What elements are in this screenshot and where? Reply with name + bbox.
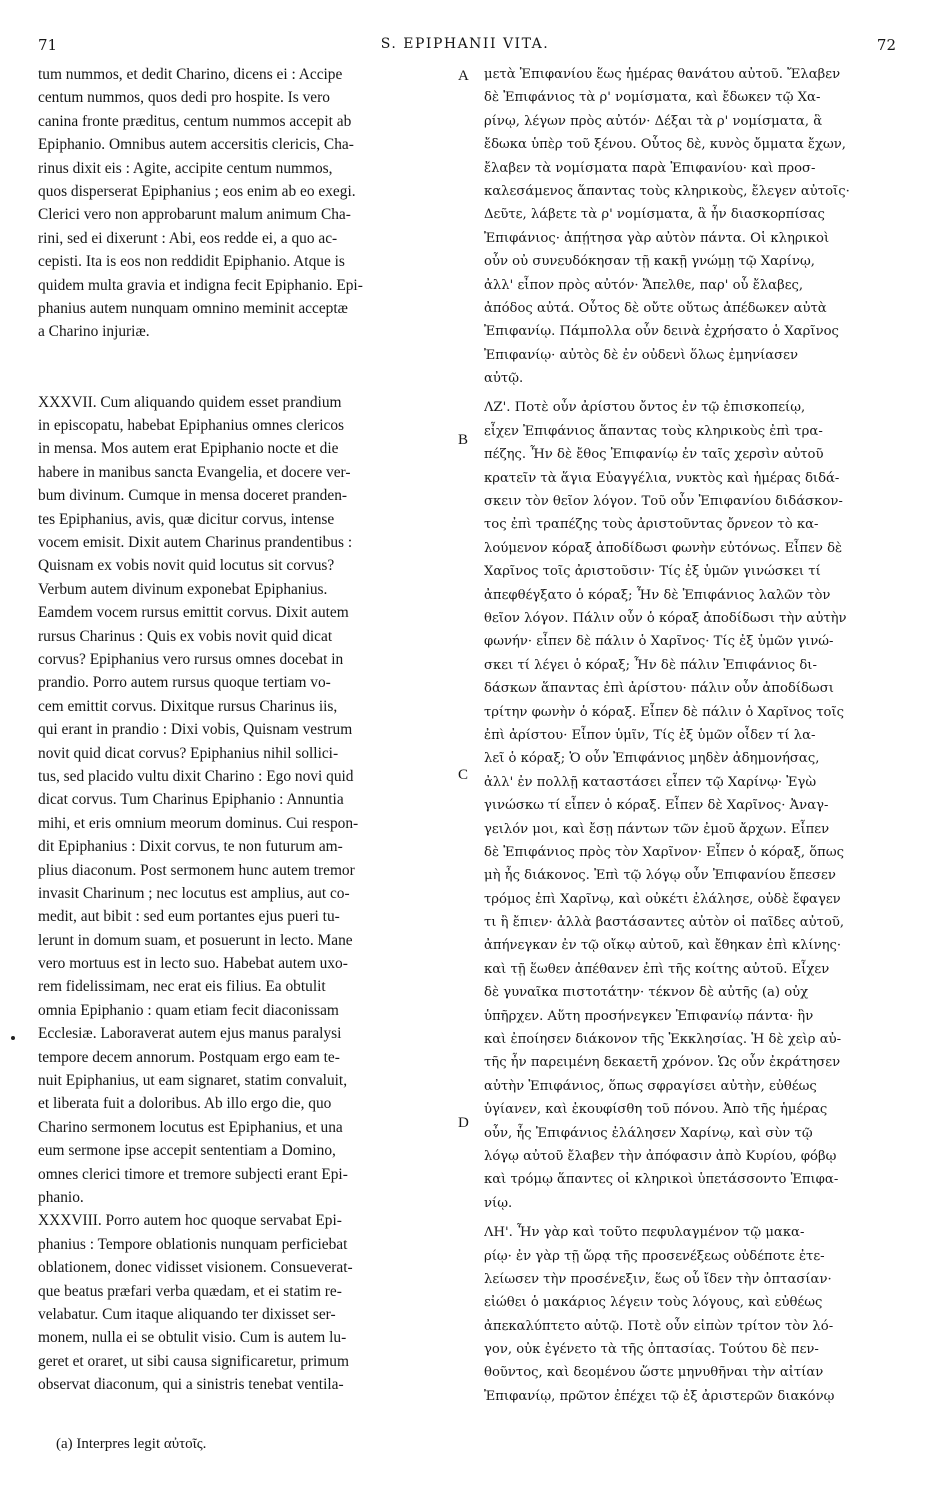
text-line: vero mortuus est in lecto suo. Habebat autem uxo-	[38, 955, 348, 973]
latin-column	[38, 63, 456, 1396]
text-line: καλεσάμενος ἅπαντας τοὺς κληρικοὺς, ἔλεγεν αὐτοῖς·	[484, 183, 850, 199]
text-line: rini, sed ei dixerunt : Abi, eos redde ei, a quo ac-	[38, 229, 338, 247]
page-header	[0, 36, 930, 58]
text-line: γον, οὐκ ἐγένετο τὰ τῆς ὀπτασίας. Τούτου δὲ πεν-	[484, 1342, 819, 1358]
text-line: αὐτῷ.	[484, 371, 524, 387]
latin-paragraph-1	[38, 63, 456, 344]
text-line: novit quid dicat corvus? Epiphanius nihil sollici-	[38, 744, 339, 762]
margin-dot	[11, 1036, 15, 1040]
text-line: que beatus præfari verba quædam, et ei statim re-	[38, 1282, 342, 1300]
text-line: ΛΖ'. Ποτὲ οὖν ἀρίστου ὄντος ἐν τῷ ἐπισκοπείῳ,	[484, 400, 806, 416]
greek-column	[484, 63, 895, 1408]
text-line: ἔδωκα ὑπὲρ τοῦ ξένου. Οὗτος δὲ, κυνὸς ὄμματα ἔχων,	[484, 137, 846, 153]
text-line: καὶ τρόμῳ ἅπαντες οἱ κληρικοὶ ὑπετάσσοντο Ἐπιφα-	[484, 1172, 839, 1188]
text-line: nuit Epiphanius, ut eam signaret, statim convaluit,	[38, 1072, 348, 1090]
text-line: vocem emisit. Dixit autem Charinus prandentibus :	[38, 534, 353, 552]
section-gap	[38, 344, 456, 391]
greek-paragraph-1	[484, 63, 895, 390]
text-line: a Charino injuriæ.	[38, 323, 150, 341]
footnote: (a) Interpres legit αὐτοῖς.	[56, 1436, 207, 1452]
text-line: λούμενον κόραξ ἀποδίδωσι φωνὴν εὐτόνως. Εἶπεν δὲ	[484, 540, 843, 556]
text-line: in episcopatu, habebat Epiphanius omnes clericos	[38, 417, 345, 435]
text-line: phanius : Tempore oblationis nunquam perficiebat	[38, 1235, 348, 1253]
text-line: tus, sed placido vultu dixit Charino : Ego novi quid	[38, 767, 354, 785]
text-line: mihi, et eris omnium meorum dominus. Cui respon-	[38, 814, 359, 832]
text-line: γινώσκω τί εἶπεν ὁ κόραξ. Εἶπεν δὲ Χαρῖνος· Ἀναγ-	[484, 798, 829, 814]
text-line: τῆς ἦν παρειμένη δεκαετῆ χρόνον. Ὡς οὖν ἐκράτησεν	[484, 1055, 841, 1071]
text-line: εἶχεν Ἐπιφάνιος ἅπαντας τοὺς κληρικοὺς ἐπὶ τρα-	[484, 423, 823, 439]
text-line: ἐπὶ ἀρίστου· Εἶπον ὑμῖν, Τίς ἐξ ὑμῶν οἶδεν τί λα-	[484, 727, 816, 743]
text-line: ἀλλ' ἐν πολλῇ καταστάσει εἶπεν τῷ Χαρίνῳ· Ἐγὼ	[484, 774, 817, 790]
text-line: rinus dixit eis : Agite, accipite centum nummos,	[38, 159, 333, 177]
text-line: medit, aut bibit : sed eum portantes ejus pueri tu-	[38, 908, 340, 926]
text-line: γειλόν μοι, καὶ ἔσῃ πάντων τῶν ἐμοῦ ἄρχων. Εἶπεν	[484, 821, 830, 837]
text-line: tes Epiphanius, avis, quæ dicitur corvus, intense	[38, 510, 335, 528]
running-title: S. EPIPHANII VITA.	[380, 36, 550, 52]
text-line: Ecclesiæ. Laboraverat autem ejus manus paralysi	[38, 1025, 342, 1043]
text-line: bum divinum. Cumque in mensa doceret pranden-	[38, 487, 348, 505]
text-line: ἀπεκαλύπτετο αὐτῷ. Ποτὲ οὖν εἰπὼν τρίτον τὸν λό-	[484, 1318, 834, 1334]
text-line: Χαρῖνος τοῖς ἀριστοῦσιν· Τίς ἐξ ὑμῶν γινώσκει τί	[484, 564, 821, 580]
text-line: ἀπόδος αὐτά. Οὗτος δὲ οὔτε οὕτως ἀπέδωκεν αὐτὰ	[484, 300, 827, 316]
text-line: qui erant in prandio : Dixi vobis, Quisnam vestrum	[38, 721, 353, 739]
text-line: quidem multa gravia et indigna fecit Epiphanio. Epi-	[38, 276, 363, 294]
text-line: θεῖον λόγον. Πάλιν οὖν ὁ κόραξ ἀποδίδωσι τὴν αὐτὴν	[484, 610, 847, 626]
text-line: πέζης. Ἦν δὲ ἔθος Ἐπιφανίῳ ἐν ταῖς χερσὶν αὐτοῦ	[484, 447, 824, 463]
text-line: νίῳ.	[484, 1195, 513, 1211]
text-line: Δεῦτε, λάβετε τὰ ρ' νομίσματα, ἃ ἦν διασκορπίσας	[484, 207, 825, 223]
text-line: lerunt in domum suam, et posuerunt in lecto. Mane	[38, 931, 353, 949]
text-line: Ἐπιφανίῳ. Πάμπολλα οὖν δεινὰ ἐχρήσατο ὁ Χαρῖνος	[484, 324, 839, 340]
text-line: dicat corvus. Tum Charinus Epiphanio : Annuntia	[38, 791, 344, 809]
text-line: τι ἢ ἔπιεν· ἀλλὰ βαστάσαντες αὐτὸν οἱ παῖδες αὐτοῦ,	[484, 915, 845, 931]
latin-paragraph-xxxvii	[38, 391, 456, 1210]
text-line: εἰώθει ὁ μακάριος λέγειν τοὺς λόγους, καὶ εὐθέως	[484, 1295, 823, 1311]
text-line: plius diaconum. Post sermonem hunc autem tremor	[38, 861, 355, 879]
text-line: Eamdem vocem rursus emittit corvus. Dixit autem	[38, 604, 349, 622]
greek-paragraph-lz	[484, 396, 895, 1215]
text-line: XXXVII. Cum aliquando quidem esset prandium	[38, 393, 342, 411]
text-line: σκει τί λέγει ὁ κόραξ; Ἦν δὲ πάλιν Ἐπιφάνιος δι-	[484, 657, 817, 673]
text-line: δάσκων ἅπαντας ἐπὶ ἀρίστου· πάλιν οὖν ἀποδίδωσι	[484, 681, 834, 697]
text-line: λόγῳ αὐτοῦ ἔλαβεν τὴν ἀπόφασιν ἀπὸ Κυρίου, φόβῳ	[484, 1148, 837, 1164]
text-line: observat diaconum, qui a sinistris tenebat ventila-	[38, 1376, 344, 1394]
text-line: prandio. Porro autem rursus quoque tertiam vo-	[38, 674, 331, 692]
text-line: λεῖ ὁ κόραξ; Ὁ οὖν Ἐπιφάνιος μηδὲν ἀδημονήσας,	[484, 751, 820, 767]
text-line: et liberata fuit a doloribus. Ab illo ergo die, quo	[38, 1095, 332, 1113]
text-line: τρόμος ἐπὶ Χαρῖνῳ, καὶ οὐκέτι ἐλάλησε, οὐδὲ ἔφαγεν	[484, 891, 841, 907]
text-line: habere in manibus sancta Evangelia, et docere ver-	[38, 463, 351, 481]
text-line: in mensa. Mos autem erat Epiphanio nocte et die	[38, 440, 339, 458]
text-line: καὶ ἐποίησεν διάκονον τῆς Ἐκκλησίας. Ἡ δὲ χεὶρ αὐ-	[484, 1032, 842, 1048]
text-line: rursus Charinus : Quis ex vobis novit quid dicat	[38, 627, 333, 645]
text-line: Ἐπιφάνιος· ἀπῄτησα γὰρ αὐτὸν πάντα. Οἱ κληρικοὶ	[484, 230, 830, 246]
text-line: ἔλαβεν τὰ νομίσματα παρὰ Ἐπιφανίου· καὶ προσ-	[484, 160, 816, 176]
text-line: Charino sermonem locutus est Epiphanius, et una	[38, 1118, 343, 1136]
latin-paragraph-xxxviii	[38, 1209, 456, 1396]
text-line: καὶ τῇ ἕωθεν ἀπέθανεν ἐπὶ τῆς κοίτης αὐτοῦ. Εἶχεν	[484, 961, 830, 977]
text-line: ρίῳ· ἐν γὰρ τῇ ὥρᾳ τῆς προσενέξεως οὐδέποτε ἐτε-	[484, 1248, 825, 1264]
text-line: cem emittit corvus. Dixitque rursus Charinus iis,	[38, 697, 338, 715]
margin-marker-b: B	[458, 432, 469, 448]
text-line: phanius autem nunquam omnino meminit acceptæ	[38, 299, 348, 317]
text-line: οὖν οὐ συνευδόκησαν τῇ κακῇ γνώμῃ τῷ Χαρίνῳ,	[484, 254, 815, 270]
text-line: eum sermone ipse accepit sententiam a Domino,	[38, 1142, 336, 1160]
margin-marker-a: A	[458, 68, 469, 84]
greek-paragraph-lh	[484, 1221, 895, 1408]
text-line: δὲ Ἐπιφάνιος πρὸς τὸν Χαρῖνον· Εἶπεν ὁ κόραξ, ὅπως	[484, 844, 844, 860]
text-line: corvus? Epiphanius vero rursus omnes docebat in	[38, 650, 344, 668]
text-line: omnes clerici timore et tremore subjecti erant Epi-	[38, 1165, 348, 1183]
text-line: τρίτην φωνὴν ὁ κόραξ. Εἶπεν δὲ πάλιν ὁ Χαρῖνος τοῖς	[484, 704, 845, 720]
text-line: tum nummos, et dedit Charino, dicens ei : Accipe	[38, 66, 343, 83]
text-line: quos disperserat Epiphanius ; eos enim ab eo exegi.	[38, 182, 356, 200]
text-line: ρίνῳ, λέγων πρὸς αὐτόν· Δέξαι τὰ ρ' νομίσματα, ἃ	[484, 113, 823, 129]
page-number-right: 72	[876, 36, 896, 54]
text-line: phanio.	[38, 1188, 84, 1206]
page-number-left: 71	[38, 36, 58, 54]
text-line: centum nummos, quos dedi pro hospite. Is vero	[38, 89, 330, 107]
margin-marker-c: C	[458, 767, 469, 783]
text-line: monem, nulla ei se obtulit visio. Cum is autem lu-	[38, 1329, 347, 1347]
text-line: σκειν τὸν θεῖον λόγον. Τοῦ οὖν Ἐπιφανίου διδάσκον-	[484, 494, 843, 510]
text-line: μετὰ Ἐπιφανίου ἕως ἡμέρας θανάτου αὐτοῦ. Ἔλαβεν	[484, 67, 841, 82]
text-line: κρατεῖν τὰ ἅγια Εὐαγγέλια, νυκτὸς καὶ ἡμέρας διδά-	[484, 470, 840, 486]
text-line: Epiphanio. Omnibus autem accersitis clericis, Cha-	[38, 136, 354, 154]
text-line: velabatur. Cum itaque aliquando ter dixisset ser-	[38, 1305, 336, 1323]
text-line: cepisti. Ita is eos non reddidit Epiphanio. Atque is	[38, 253, 345, 271]
text-line: Ἐπιφανίῳ, πρῶτον ἐπέχει τῷ ἐξ ἀριστερῶν διακόνῳ	[484, 1388, 835, 1404]
text-line: tempore decem annorum. Postquam ergo eam te-	[38, 1048, 340, 1066]
text-line: αὐτὴν Ἐπιφάνιος, ὅπως σφραγίσει αὐτὴν, εὐθέως	[484, 1078, 817, 1094]
text-line: ἀπήνεγκαν ἐν τῷ οἴκῳ αὐτοῦ, καὶ ἔθηκαν ἐπὶ κλίνης·	[484, 938, 842, 954]
text-line: Clerici vero non approbarunt malum animum Cha-	[38, 206, 351, 224]
text-line: rem fidelissimam, nec erat eis filius. Ea obtulit	[38, 978, 326, 996]
text-line: canina fronte præditus, centum nummos accepit ab	[38, 112, 352, 130]
text-line: τος ἐπὶ τραπέζης τοὺς ἀριστοῦντας ὄρνεον τὸ κα-	[484, 517, 819, 533]
text-line: ἀλλ' εἶπον πρὸς αὐτόν· Ἄπελθε, παρ' οὗ ἔλαβες,	[484, 277, 804, 293]
text-line: φωνήν· εἶπεν δὲ πάλιν ὁ Χαρῖνος· Τίς ἐξ ὑμῶν γινώ-	[484, 634, 834, 650]
text-line: Ἐπιφανίῳ· αὐτὸς δὲ ἐν οὐδενὶ ὅλως ἐμηνίασεν	[484, 347, 799, 363]
text-line: οὖν, ἧς Ἐπιφάνιος ἐλάλησεν Χαρίνῳ, καὶ σὺν τῷ	[484, 1125, 813, 1141]
text-line: omnia Epiphanio : quam etiam fecit diaconissam	[38, 1001, 339, 1019]
text-line: ΛΗ'. Ἦν γὰρ καὶ τοῦτο πεφυλαγμένον τῷ μακα-	[484, 1225, 805, 1241]
text-line: dit Epiphanius : Dixit corvus, te non futurum am-	[38, 838, 343, 856]
text-line: geret et oraret, ut sibi causa significaretur, primum	[38, 1352, 349, 1370]
text-line: oblationem, donec vidisset visionem. Consueverat-	[38, 1259, 353, 1277]
text-line: δὲ Ἐπιφάνιος τὰ ρ' νομίσματα, καὶ ἔδωκεν τῷ Χα-	[484, 90, 821, 106]
text-line: Quisnam ex vobis novit quid locutus sit corvus?	[38, 557, 335, 575]
text-line: δὲ γυναῖκα πιστοτάτην· τέκνον δὲ αὐτῆς (a) οὐχ	[484, 985, 809, 1001]
text-line: λείωσεν τὴν προσένεξιν, ἕως οὗ ἴδεν τὴν ὀπτασίαν·	[484, 1271, 832, 1287]
text-line: ὑπῆρχεν. Αὕτη προσήνεγκεν Ἐπιφανίῳ πάντα· ἣν	[484, 1008, 814, 1024]
text-line: μὴ ἦς διάκονος. Ἐπὶ τῷ λόγῳ οὖν Ἐπιφανίου ἔπεσεν	[484, 868, 836, 884]
text-line: ὑγίανεν, καὶ ἐκουφίσθη τοῦ πόνου. Ἀπὸ τῆς ἡμέρας	[484, 1102, 828, 1118]
text-line: invasit Charinum ; nec locutus est amplius, aut co-	[38, 884, 350, 902]
text-line: θοῦντος, καὶ δεομένου ὥστε μηνυθῆναι τὴν αἰτίαν	[484, 1365, 824, 1381]
text-line: XXXVIII. Porro autem hoc quoque servabat Epi-	[38, 1212, 342, 1230]
text-line: Verbum autem divinum exponebat Epiphanius.	[38, 580, 328, 598]
margin-marker-d: D	[458, 1115, 469, 1131]
text-line: ἀπεφθέγξατο ὁ κόραξ; Ἦν δὲ Ἐπιφάνιος λαλῶν τὸν	[484, 587, 831, 603]
